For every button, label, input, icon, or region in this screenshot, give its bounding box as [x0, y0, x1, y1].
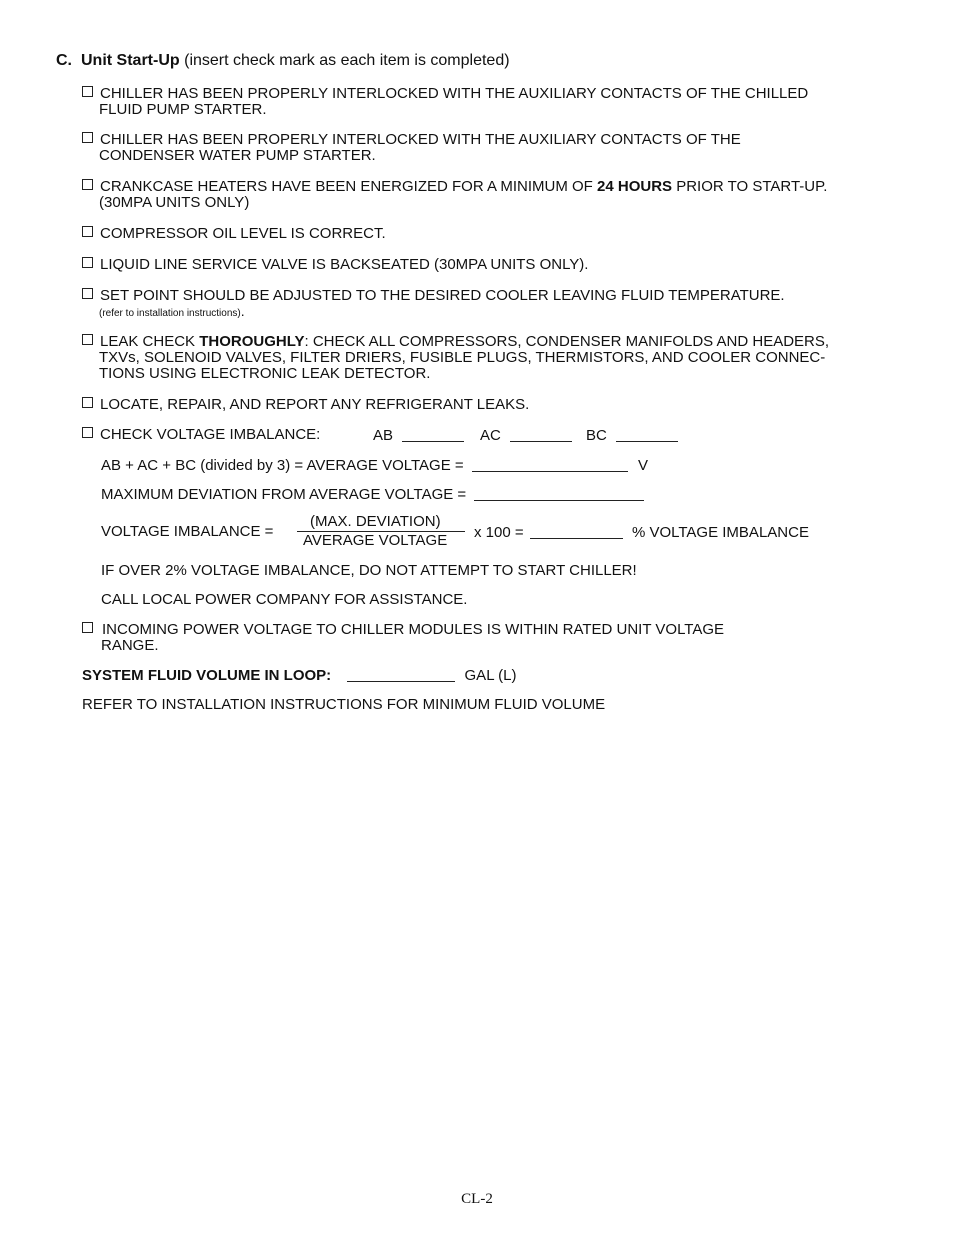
item-text-continued: CONDENSER WATER PUMP STARTER. [99, 147, 376, 164]
checklist-item-interlock-condenser [82, 132, 741, 164]
average-voltage-row [101, 457, 648, 474]
item-text: LEAK CHECK [100, 333, 200, 350]
checkbox[interactable] [82, 288, 93, 299]
item-text-continued: (30MPA UNITS ONLY) [99, 194, 250, 211]
item-text: : CHECK ALL COMPRESSORS, CONDENSER MANIFOLDS AND HEADERS, [304, 333, 830, 350]
ac-field [480, 427, 572, 444]
item-note-text: (refer to installation instructions) [99, 308, 241, 319]
max-deviation-label: MAXIMUM DEVIATION FROM AVERAGE VOLTAGE = [101, 486, 467, 503]
checklist-item-liquid-line [82, 257, 588, 273]
checkbox[interactable] [82, 622, 93, 633]
fluid-volume-blank[interactable] [347, 667, 455, 682]
item-note-period: . [240, 303, 245, 319]
times-hundred: x 100 = [474, 524, 524, 541]
fluid-volume-label: SYSTEM FLUID VOLUME IN LOOP: [82, 667, 332, 684]
checkbox[interactable] [82, 179, 93, 190]
checklist-item-locate-leaks [82, 397, 529, 413]
ac-label: AC [480, 427, 501, 444]
fluid-volume-row [82, 667, 516, 684]
average-voltage-label: AB + AC + BC (divided by 3) = AVERAGE VOLTAGE = [101, 457, 464, 474]
checkbox[interactable] [82, 257, 93, 268]
checkbox[interactable] [82, 226, 93, 237]
imbalance-label: VOLTAGE IMBALANCE = [101, 523, 274, 540]
section-note: (insert check mark as each item is completed) [184, 52, 510, 69]
checklist-item-interlock-chilled [82, 86, 808, 118]
section-letter: C. [56, 52, 72, 69]
item-text: PRIOR TO START-UP. [672, 178, 828, 195]
item-text: CRANKCASE HEATERS HAVE BEEN ENERGIZED FOR A MINIMUM OF [100, 178, 598, 195]
bc-field [586, 427, 678, 444]
item-text-continued: TXVs, SOLENOID VALVES, FILTER DRIERS, FUSIBLE PLUGS, THERMISTORS, AND COOLER CONNEC- [99, 349, 826, 366]
checklist-item-set-point [82, 288, 785, 321]
bc-blank[interactable] [616, 427, 678, 442]
imbalance-suffix: % VOLTAGE IMBALANCE [631, 524, 809, 541]
checkbox[interactable] [82, 427, 93, 438]
fluid-volume-unit: GAL (L) [464, 667, 517, 684]
item-note [82, 304, 785, 321]
ab-field [373, 427, 464, 444]
page-number: CL-2 [461, 1191, 493, 1207]
item-text-continued: FLUID PUMP STARTER. [99, 101, 267, 118]
item-text: LIQUID LINE SERVICE VALVE IS BACKSEATED (30MPA UNITS ONLY). [100, 256, 589, 273]
item-text-continued: RANGE. [101, 637, 159, 654]
checkbox[interactable] [82, 132, 93, 143]
ab-blank[interactable] [402, 427, 464, 442]
checklist-item-leak-check [82, 334, 829, 382]
imbalance-result-row [474, 524, 809, 541]
max-deviation-blank[interactable] [474, 486, 644, 501]
item-text: SET POINT SHOULD BE ADJUSTED TO THE DESIRED COOLER LEAVING FLUID TEMPERATURE. [100, 287, 785, 304]
ab-label: AB [373, 427, 394, 444]
fraction-numerator: (MAX. DEVIATION) [310, 513, 441, 530]
section-title: Unit Start-Up [81, 52, 180, 69]
item-text-bold: 24 HOURS [597, 178, 673, 195]
section-heading [56, 53, 510, 69]
checklist-item-oil-level [82, 226, 386, 242]
item-text: LOCATE, REPAIR, AND REPORT ANY REFRIGERANT LEAKS. [100, 396, 530, 413]
item-text-continued: TIONS USING ELECTRONIC LEAK DETECTOR. [99, 365, 431, 382]
ac-blank[interactable] [510, 427, 572, 442]
item-text-bold: THOROUGHLY [199, 333, 305, 350]
checkbox[interactable] [82, 334, 93, 345]
warning-call-power: CALL LOCAL POWER COMPANY FOR ASSISTANCE. [101, 591, 468, 608]
average-voltage-blank[interactable] [472, 457, 628, 472]
item-text: CHILLER HAS BEEN PROPERLY INTERLOCKED WITH THE AUXILIARY CONTACTS OF THE CHILLED [100, 85, 809, 102]
checkbox[interactable] [82, 397, 93, 408]
bc-label: BC [586, 427, 607, 444]
fraction-denominator: AVERAGE VOLTAGE [303, 532, 448, 549]
refer-instructions: REFER TO INSTALLATION INSTRUCTIONS FOR MINIMUM FLUID VOLUME [82, 696, 606, 713]
item-text: INCOMING POWER VOLTAGE TO CHILLER MODULES IS WITHIN RATED UNIT VOLTAGE [102, 621, 725, 638]
checklist-item-crankcase [82, 179, 827, 211]
warning-imbalance: IF OVER 2% VOLTAGE IMBALANCE, DO NOT ATTEMPT TO START CHILLER! [101, 562, 637, 579]
checkbox[interactable] [82, 86, 93, 97]
imbalance-blank[interactable] [530, 524, 623, 539]
checklist-item-incoming-power [82, 622, 724, 654]
item-text: CHILLER HAS BEEN PROPERLY INTERLOCKED WITH THE AUXILIARY CONTACTS OF THE [100, 131, 741, 148]
max-deviation-row [101, 486, 644, 503]
item-text: CHECK VOLTAGE IMBALANCE: [100, 426, 321, 443]
item-text: COMPRESSOR OIL LEVEL IS CORRECT. [100, 225, 386, 242]
volt-unit: V [638, 457, 649, 474]
